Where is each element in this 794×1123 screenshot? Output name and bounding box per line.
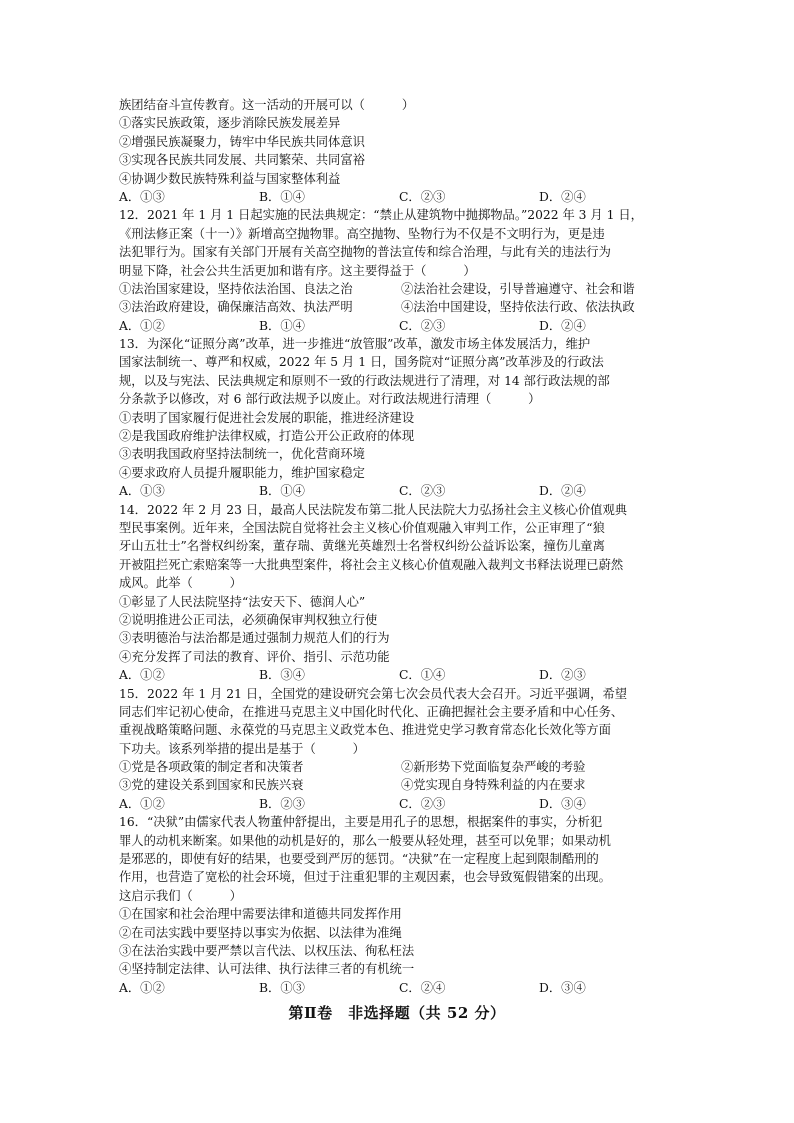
question-13: [119, 335, 679, 501]
question-text-line: 16．“决狱”由儒家代表人物董仲舒提出，主要是用孔子的思想，根据案件的事实，分析犯: [119, 815, 603, 830]
choice-statement: ④协调少数民族特殊利益与国家整体利益: [119, 171, 341, 186]
question-text-line: 这启示我们（ ）: [119, 888, 242, 903]
question-text-line: 12．2021 年 1 月 1 日起实施的民法典规定：“禁止从建筑物中抛掷物品。”2022 年 3 月 1 日，: [119, 208, 643, 223]
choice-statement: ①党是各项政策的制定者和决策者: [119, 760, 304, 775]
option-b: B．①④: [259, 484, 305, 499]
option-d: D．③④: [539, 980, 586, 995]
question-text-line: 规，以及与宪法、民法典规定和原则不一致的行政法规进行了清理，对 14 部行政法规的部: [119, 373, 610, 388]
question-text-line: 国家法制统一、尊严和权威，2022 年 5 月 1 日，国务院对“证照分离”改革涉及的行政法: [119, 355, 604, 370]
question-15: [119, 685, 679, 814]
question-text-line: 是邪恶的，即使有好的结果，也要受到严厉的惩罚。“决狱”在一定程度上起到限制酷刑的: [119, 852, 599, 867]
choice-statement: ②说明推进公正司法，必须确保审判权独立行使: [119, 612, 378, 627]
question-text-line: 重视战略策略问题、永葆党的马克思主义政党本色、推进党史学习教育常态化长效化等方面: [119, 723, 611, 738]
choice-statement: ③实现各民族共同发展、共同繁荣、共同富裕: [119, 153, 365, 168]
question-text-line: 成风。此举（ ）: [119, 576, 242, 591]
choice-statement: ③党的建设关系到国家和民族兴衰: [119, 778, 304, 793]
choice-statement: ③表明我国政府坚持法制统一，优化营商环境: [119, 447, 365, 462]
section-heading: 第Ⅱ卷 非选择题（共 52 分）: [288, 1004, 506, 1022]
question-text-line: 13．为深化“证照分离”改革，进一步推进“放管服”改革，激发市场主体发展活力，维护: [119, 337, 591, 352]
question-page: [119, 96, 679, 997]
choice-statement: ③在法治实践中要严禁以言代法、以权压法、徇私枉法: [119, 943, 415, 958]
choice-statement: ④充分发挥了司法的教育、评价、指引、示范功能: [119, 649, 390, 664]
question-text-line: 14．2022 年 2 月 23 日，最高人民法院发布第二批人民法院大力弘扬社会主义核心价值观典: [119, 502, 628, 517]
question-12: [119, 206, 679, 335]
option-a: A．①②: [119, 668, 165, 683]
choice-pair: [119, 298, 679, 316]
choice-statement: ③法治政府建设，确保廉洁高效、执法严明: [119, 300, 353, 315]
choice-statement: ③表明德治与法治都是通过强制力规范人们的行为: [119, 631, 390, 646]
choice-statement: ④坚持制定法律、认可法律、执行法律三者的有机统一: [119, 962, 415, 977]
option-a: A．①③: [119, 189, 165, 204]
question-text-line: 同志们牢记初心使命，在推进马克思主义中国化时代化、正确把握社会主要矛盾和中心任务、: [119, 704, 624, 719]
option-b: B．③④: [259, 668, 305, 683]
answer-options: [119, 795, 679, 813]
choice-statement: ②新形势下党面临复杂严峻的考验: [401, 760, 586, 775]
option-a: A．①③: [119, 484, 165, 499]
option-c: C．②③: [399, 484, 446, 499]
question-text-line: 下功夫。该系列举措的提出是基于（ ）: [119, 741, 365, 756]
option-d: D．③④: [539, 796, 586, 811]
choice-statement: ④法治中国建设，坚持依法行政、依法执政: [401, 300, 635, 315]
question-text-line: 15．2022 年 1 月 21 日，全国党的建设研究会第七次会员代表大会召开。习近平强调，希望: [119, 686, 628, 701]
choice-statement: ②是我国政府维护法律权威，打造公开公正政府的体现: [119, 429, 415, 444]
choice-pair: [119, 776, 679, 794]
choice-statement: ②增强民族凝聚力，铸牢中华民族共同体意识: [119, 134, 365, 149]
answer-options: [119, 317, 679, 335]
question-16: [119, 813, 679, 997]
question-text-line: 法犯罪行为。国家有关部门开展有关高空抛物的普法宣传和综合治理，与此有关的违法行为: [119, 245, 611, 260]
option-a: A．①②: [119, 980, 165, 995]
question-text-line: 作用，也营造了宽松的社会环境，但过于注重犯罪的主观因素，也会导致冤假错案的出现。: [119, 870, 611, 885]
choice-pair: [119, 758, 679, 776]
option-a: A．①②: [119, 796, 165, 811]
choice-statement: ④党实现自身特殊利益的内在要求: [401, 778, 586, 793]
option-c: C．②③: [399, 189, 446, 204]
option-b: B．②③: [259, 796, 305, 811]
option-c: C．①④: [399, 668, 446, 683]
choice-statement: ④要求政府人员提升履职能力，维护国家稳定: [119, 465, 365, 480]
question-text-line: 明显下降，社会公共生活更加和谐有序。这主要得益于（ ）: [119, 263, 476, 278]
answer-options: [119, 979, 679, 997]
answer-options: [119, 188, 679, 206]
choice-statement: ①在国家和社会治理中需要法律和道德共同发挥作用: [119, 907, 402, 922]
choice-statement: ②在司法实践中要坚持以事实为依据、以法律为准绳: [119, 925, 402, 940]
option-d: D．②④: [539, 484, 586, 499]
option-b: B．①④: [259, 189, 305, 204]
option-d: D．②③: [539, 668, 586, 683]
question-text-line: 型民事案例。近年来，全国法院自觉将社会主义核心价值观融入审判工作，公正审理了“狼: [119, 520, 605, 535]
choice-statement: ①彰显了人民法院坚持“法安天下、德润人心”: [119, 594, 366, 609]
question-text-line: 分条款予以修改，对 6 部行政法规予以废止。对行政法规进行清理（ ）: [119, 392, 541, 407]
question-14: [119, 501, 679, 685]
choice-statement: ①法治国家建设，坚持依法治国、良法之治: [119, 281, 353, 296]
question-text-line: 开被阻拦死亡索赔案等一大批典型案件，将社会主义核心价值观融入裁判文书释法说理已蔚然: [119, 557, 624, 572]
choice-statement: ①表明了国家履行促进社会发展的职能，推进经济建设: [119, 410, 415, 425]
option-c: C．②③: [399, 796, 446, 811]
option-b: B．①③: [259, 980, 305, 995]
choice-pair: [119, 280, 679, 298]
option-d: D．②④: [539, 189, 586, 204]
question-text-line: 罪人的动机来断案。如果他的动机是好的，那么一般要从轻处理，甚至可以免罪；如果动机: [119, 833, 611, 848]
option-b: B．①④: [259, 318, 305, 333]
choice-statement: ②法治社会建设，引导普遍遵守、社会和谐: [401, 281, 635, 296]
option-c: C．②③: [399, 318, 446, 333]
question-text-line: 《刑法修正案（十一）》新增高空抛物罪。高空抛物、坠物行为不仅是不文明行为，更是违: [119, 226, 605, 241]
choice-statement: ①落实民族政策，逐步消除民族发展差异: [119, 116, 341, 131]
question-text-line: 牙山五壮士”名誉权纠纷案，董存瑞、黄继光英雄烈士名誉权纠纷公益诉讼案，撞伤儿童离: [119, 539, 605, 554]
option-c: C．②④: [399, 980, 446, 995]
question-11-continuation: [119, 96, 679, 206]
question-text-line: 族团结奋斗宣传教育。这一活动的开展可以（ ）: [119, 98, 415, 112]
answer-options: [119, 666, 679, 684]
answer-options: [119, 482, 679, 500]
option-d: D．②④: [539, 318, 586, 333]
option-a: A．①②: [119, 318, 165, 333]
